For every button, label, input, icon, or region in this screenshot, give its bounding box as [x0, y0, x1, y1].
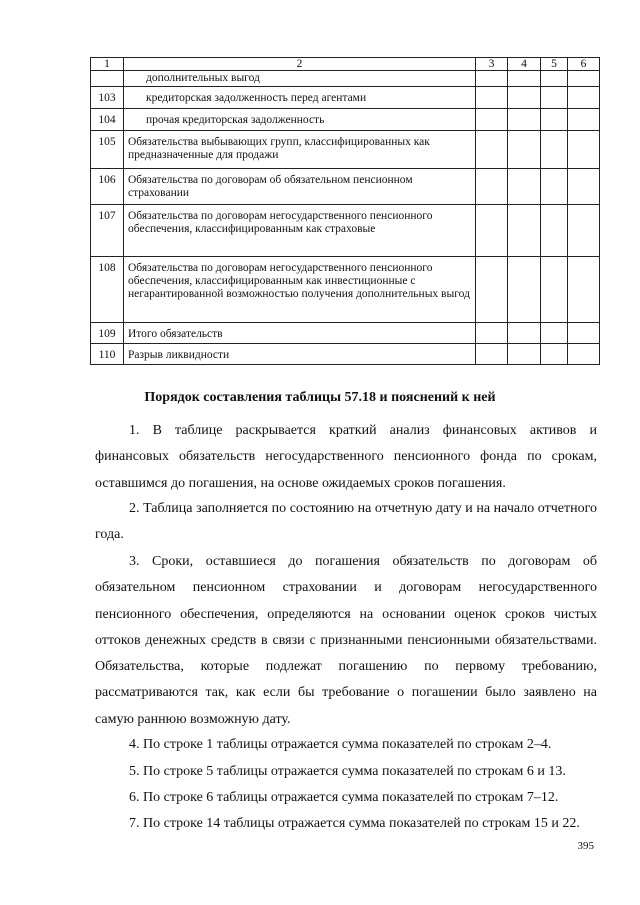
header-cell-6: 6 [568, 58, 600, 71]
table-row [91, 87, 600, 109]
value-cell [541, 71, 568, 87]
row-label: кредиторская задолженность перед агентами [124, 87, 476, 109]
list-item-4: 4. По строке 1 таблицы отражается сумма показателей по строкам 2–4. [129, 737, 552, 752]
value-cell [508, 131, 541, 169]
header-cell-2: 2 [124, 58, 476, 71]
value-cell [476, 344, 508, 365]
value-cell [508, 109, 541, 131]
row-number: 110 [91, 344, 124, 365]
row-number: 103 [91, 87, 124, 109]
value-cell [541, 169, 568, 205]
paragraph-1: 1. В таблице раскрывается краткий анализ финансовых активов и финансовых обязательств негосударственного пенсионного фонда по срокам, оставшимся до погашения, на основе ожидаемых сроков погашения. [95, 423, 597, 491]
section-heading: Порядок составления таблицы 57.18 и пояснений к ней [144, 390, 496, 405]
header-cell-1: 1 [91, 58, 124, 71]
row-label: дополнительных выгод [124, 71, 476, 87]
row-label: Обязательства по договорам негосударственного пенсионного обеспечения, классифицированным как страховые [124, 205, 476, 257]
table-row [91, 169, 600, 205]
table-row [91, 257, 600, 323]
row-number: 107 [91, 205, 124, 257]
row-label: Обязательства выбывающих групп, классифицированных как предназначенные для продажи [124, 131, 476, 169]
value-cell [568, 257, 600, 323]
paragraph-3: 3. Сроки, оставшиеся до погашения обязательств по договорам об обязательном пенсионном страховании и договорам негосударственного пенсионного обеспечения, определяются на основании оценок сроков чистых оттоков денежных средств в связи с признанными пенсионными обязательствами. Обязательства, которые подлежат погашению по первому требованию, рассматриваются так, как если бы требование о погашении было заявлено на самую раннюю возможную дату. [95, 554, 597, 727]
value-cell [508, 71, 541, 87]
value-cell [568, 131, 600, 169]
value-cell [568, 71, 600, 87]
row-number: 104 [91, 109, 124, 131]
row-number: 109 [91, 323, 124, 344]
value-cell [568, 87, 600, 109]
table-row [91, 131, 600, 169]
value-cell [476, 205, 508, 257]
value-cell [476, 87, 508, 109]
value-cell [508, 169, 541, 205]
value-cell [508, 87, 541, 109]
value-cell [541, 344, 568, 365]
value-cell [541, 205, 568, 257]
value-cell [568, 323, 600, 344]
value-cell [476, 169, 508, 205]
row-number: 106 [91, 169, 124, 205]
list-item-6: 6. По строке 6 таблицы отражается сумма показателей по строкам 7–12. [129, 790, 559, 805]
value-cell [568, 169, 600, 205]
value-cell [541, 109, 568, 131]
value-cell [476, 109, 508, 131]
value-cell [568, 344, 600, 365]
value-cell [508, 323, 541, 344]
row-label: прочая кредиторская задолженность [124, 109, 476, 131]
liquidity-table [90, 57, 600, 365]
value-cell [476, 323, 508, 344]
value-cell [508, 257, 541, 323]
table-row [91, 344, 600, 365]
row-label: Обязательства по договорам об обязательном пенсионном страховании [124, 169, 476, 205]
row-number [91, 71, 124, 87]
row-number: 108 [91, 257, 124, 323]
value-cell [476, 71, 508, 87]
value-cell [476, 257, 508, 323]
header-cell-3: 3 [476, 58, 508, 71]
value-cell [568, 205, 600, 257]
list-item-5: 5. По строке 5 таблицы отражается сумма показателей по строкам 6 и 13. [129, 764, 566, 779]
value-cell [508, 344, 541, 365]
row-label: Обязательства по договорам негосударственного пенсионного обеспечения, классифицированным как инвестиционные с негарантированной возможностью получения дополнительных выгод [124, 257, 476, 323]
value-cell [541, 131, 568, 169]
value-cell [541, 257, 568, 323]
table-row [91, 323, 600, 344]
header-cell-5: 5 [541, 58, 568, 71]
table-row [91, 109, 600, 131]
value-cell [508, 205, 541, 257]
table-row [91, 71, 600, 87]
page-number: 395 [577, 840, 594, 852]
paragraph-2: 2. Таблица заполняется по состоянию на отчетную дату и на начало отчетного года. [95, 501, 597, 543]
value-cell [541, 87, 568, 109]
row-label: Итого обязательств [124, 323, 476, 344]
value-cell [568, 109, 600, 131]
table-header-row [91, 58, 600, 71]
value-cell [476, 131, 508, 169]
table-row [91, 205, 600, 257]
row-label: Разрыв ликвидности [124, 344, 476, 365]
value-cell [541, 323, 568, 344]
row-number: 105 [91, 131, 124, 169]
header-cell-4: 4 [508, 58, 541, 71]
list-item-7: 7. По строке 14 таблицы отражается сумма показателей по строкам 15 и 22. [129, 816, 580, 831]
